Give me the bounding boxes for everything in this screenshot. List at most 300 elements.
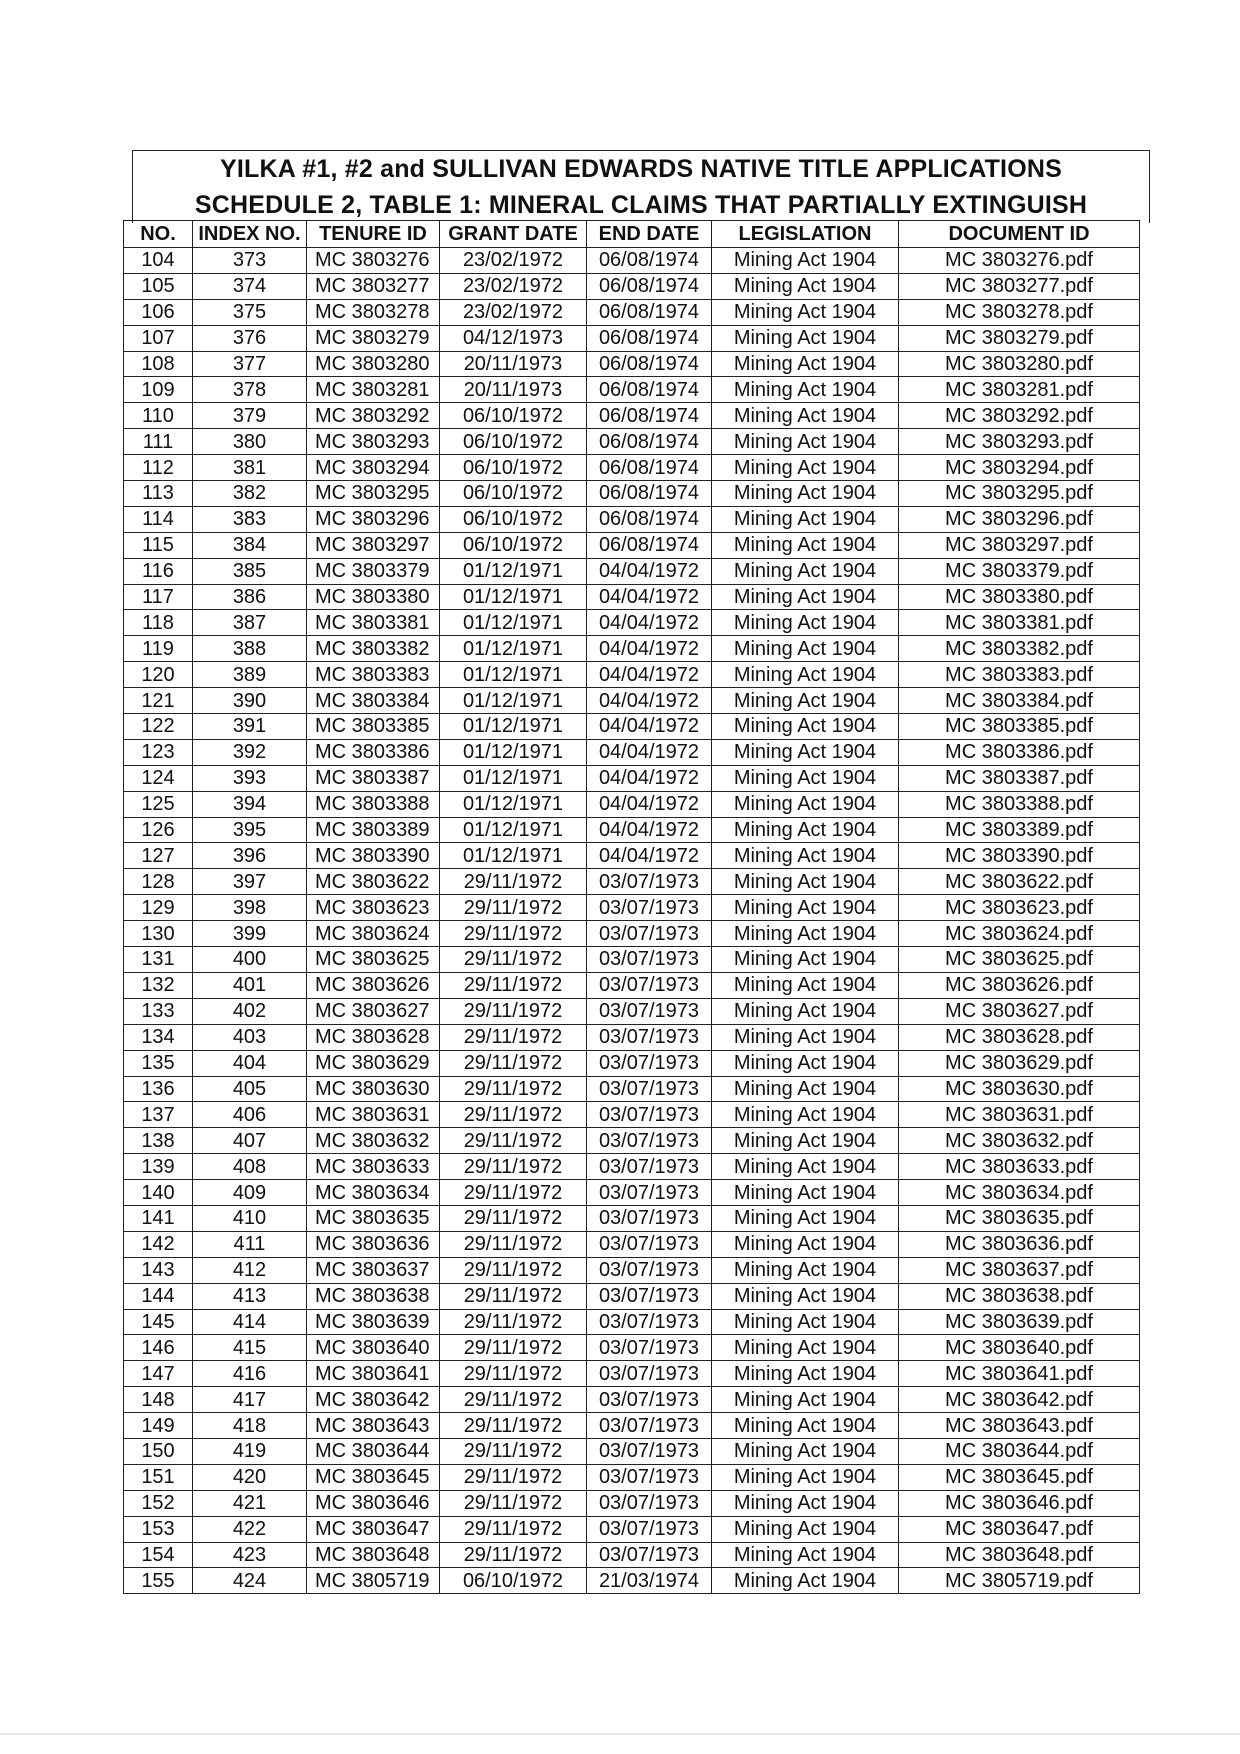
cell-document-id: MC 3803640.pdf bbox=[899, 1335, 1140, 1361]
cell-end-date: 03/07/1973 bbox=[587, 1205, 712, 1231]
cell-grant-date: 20/11/1973 bbox=[440, 351, 587, 377]
cell-end-date: 04/04/1972 bbox=[587, 791, 712, 817]
table-row bbox=[124, 248, 1140, 274]
cell-index-no: 393 bbox=[193, 765, 307, 791]
cell-legislation: Mining Act 1904 bbox=[712, 429, 899, 455]
table-row bbox=[124, 1490, 1140, 1516]
cell-legislation: Mining Act 1904 bbox=[712, 248, 899, 274]
cell-index-no: 408 bbox=[193, 1154, 307, 1180]
cell-document-id: MC 3803626.pdf bbox=[899, 972, 1140, 998]
cell-document-id: MC 3803637.pdf bbox=[899, 1257, 1140, 1283]
cell-index-no: 424 bbox=[193, 1568, 307, 1594]
cell-no: 104 bbox=[124, 248, 193, 274]
cell-tenure-id: MC 3803382 bbox=[307, 636, 440, 662]
cell-index-no: 404 bbox=[193, 1050, 307, 1076]
cell-document-id: MC 3803624.pdf bbox=[899, 921, 1140, 947]
cell-legislation: Mining Act 1904 bbox=[712, 1205, 899, 1231]
mineral-claims-table bbox=[123, 220, 1140, 1594]
cell-legislation: Mining Act 1904 bbox=[712, 739, 899, 765]
cell-end-date: 03/07/1973 bbox=[587, 1128, 712, 1154]
cell-index-no: 401 bbox=[193, 972, 307, 998]
column-header-legislation: LEGISLATION bbox=[712, 221, 899, 248]
table-row bbox=[124, 325, 1140, 351]
cell-index-no: 392 bbox=[193, 739, 307, 765]
cell-index-no: 400 bbox=[193, 947, 307, 973]
cell-no: 149 bbox=[124, 1413, 193, 1439]
cell-index-no: 406 bbox=[193, 1102, 307, 1128]
cell-document-id: MC 3803385.pdf bbox=[899, 714, 1140, 740]
cell-tenure-id: MC 3803633 bbox=[307, 1154, 440, 1180]
table-row bbox=[124, 273, 1140, 299]
cell-document-id: MC 3803630.pdf bbox=[899, 1076, 1140, 1102]
cell-document-id: MC 3803646.pdf bbox=[899, 1490, 1140, 1516]
cell-no: 113 bbox=[124, 481, 193, 507]
table-row bbox=[124, 1568, 1140, 1594]
cell-end-date: 04/04/1972 bbox=[587, 636, 712, 662]
table-row bbox=[124, 1516, 1140, 1542]
cell-tenure-id: MC 3803646 bbox=[307, 1490, 440, 1516]
cell-end-date: 03/07/1973 bbox=[587, 947, 712, 973]
cell-tenure-id: MC 3803379 bbox=[307, 558, 440, 584]
cell-tenure-id: MC 3803296 bbox=[307, 506, 440, 532]
cell-tenure-id: MC 3803389 bbox=[307, 817, 440, 843]
cell-legislation: Mining Act 1904 bbox=[712, 662, 899, 688]
cell-tenure-id: MC 3803384 bbox=[307, 688, 440, 714]
cell-index-no: 419 bbox=[193, 1438, 307, 1464]
table-header-row bbox=[124, 221, 1140, 248]
cell-legislation: Mining Act 1904 bbox=[712, 1050, 899, 1076]
cell-grant-date: 01/12/1971 bbox=[440, 558, 587, 584]
cell-document-id: MC 3803296.pdf bbox=[899, 506, 1140, 532]
cell-no: 122 bbox=[124, 714, 193, 740]
cell-document-id: MC 3803633.pdf bbox=[899, 1154, 1140, 1180]
cell-legislation: Mining Act 1904 bbox=[712, 972, 899, 998]
cell-end-date: 03/07/1973 bbox=[587, 1361, 712, 1387]
cell-no: 105 bbox=[124, 273, 193, 299]
cell-index-no: 385 bbox=[193, 558, 307, 584]
cell-index-no: 373 bbox=[193, 248, 307, 274]
cell-tenure-id: MC 3803624 bbox=[307, 921, 440, 947]
cell-document-id: MC 3803642.pdf bbox=[899, 1387, 1140, 1413]
table-row bbox=[124, 403, 1140, 429]
cell-document-id: MC 3803627.pdf bbox=[899, 998, 1140, 1024]
cell-grant-date: 29/11/1972 bbox=[440, 1413, 587, 1439]
cell-document-id: MC 3803295.pdf bbox=[899, 481, 1140, 507]
cell-grant-date: 29/11/1972 bbox=[440, 869, 587, 895]
cell-end-date: 04/04/1972 bbox=[587, 817, 712, 843]
cell-document-id: MC 3803622.pdf bbox=[899, 869, 1140, 895]
cell-end-date: 03/07/1973 bbox=[587, 1542, 712, 1568]
cell-grant-date: 29/11/1972 bbox=[440, 1335, 587, 1361]
cell-tenure-id: MC 3803630 bbox=[307, 1076, 440, 1102]
cell-legislation: Mining Act 1904 bbox=[712, 584, 899, 610]
cell-no: 111 bbox=[124, 429, 193, 455]
cell-grant-date: 29/11/1972 bbox=[440, 895, 587, 921]
cell-grant-date: 29/11/1972 bbox=[440, 1387, 587, 1413]
cell-index-no: 377 bbox=[193, 351, 307, 377]
cell-grant-date: 01/12/1971 bbox=[440, 791, 587, 817]
cell-legislation: Mining Act 1904 bbox=[712, 1102, 899, 1128]
cell-no: 143 bbox=[124, 1257, 193, 1283]
cell-end-date: 03/07/1973 bbox=[587, 1180, 712, 1206]
table-title-box bbox=[132, 150, 1150, 223]
cell-document-id: MC 3803380.pdf bbox=[899, 584, 1140, 610]
cell-document-id: MC 3803280.pdf bbox=[899, 351, 1140, 377]
cell-legislation: Mining Act 1904 bbox=[712, 325, 899, 351]
cell-no: 130 bbox=[124, 921, 193, 947]
cell-grant-date: 01/12/1971 bbox=[440, 765, 587, 791]
cell-index-no: 414 bbox=[193, 1309, 307, 1335]
table-body bbox=[124, 248, 1140, 1594]
cell-no: 151 bbox=[124, 1464, 193, 1490]
cell-tenure-id: MC 3803642 bbox=[307, 1387, 440, 1413]
cell-grant-date: 01/12/1971 bbox=[440, 662, 587, 688]
cell-document-id: MC 3803629.pdf bbox=[899, 1050, 1140, 1076]
cell-index-no: 394 bbox=[193, 791, 307, 817]
cell-tenure-id: MC 3803381 bbox=[307, 610, 440, 636]
cell-tenure-id: MC 3803386 bbox=[307, 739, 440, 765]
cell-legislation: Mining Act 1904 bbox=[712, 921, 899, 947]
cell-end-date: 06/08/1974 bbox=[587, 403, 712, 429]
table-row bbox=[124, 662, 1140, 688]
cell-grant-date: 29/11/1972 bbox=[440, 1361, 587, 1387]
cell-no: 114 bbox=[124, 506, 193, 532]
cell-end-date: 04/04/1972 bbox=[587, 610, 712, 636]
column-header-index-no: INDEX NO. bbox=[193, 221, 307, 248]
table-row bbox=[124, 481, 1140, 507]
cell-index-no: 405 bbox=[193, 1076, 307, 1102]
cell-document-id: MC 3803648.pdf bbox=[899, 1542, 1140, 1568]
table-row bbox=[124, 895, 1140, 921]
cell-tenure-id: MC 3803383 bbox=[307, 662, 440, 688]
cell-index-no: 391 bbox=[193, 714, 307, 740]
cell-index-no: 386 bbox=[193, 584, 307, 610]
cell-no: 107 bbox=[124, 325, 193, 351]
cell-grant-date: 29/11/1972 bbox=[440, 947, 587, 973]
cell-no: 147 bbox=[124, 1361, 193, 1387]
cell-document-id: MC 3803390.pdf bbox=[899, 843, 1140, 869]
cell-no: 155 bbox=[124, 1568, 193, 1594]
table-row bbox=[124, 869, 1140, 895]
cell-no: 124 bbox=[124, 765, 193, 791]
cell-grant-date: 01/12/1971 bbox=[440, 636, 587, 662]
cell-index-no: 421 bbox=[193, 1490, 307, 1516]
table-row bbox=[124, 1542, 1140, 1568]
table-row bbox=[124, 1231, 1140, 1257]
cell-no: 121 bbox=[124, 688, 193, 714]
cell-index-no: 396 bbox=[193, 843, 307, 869]
cell-index-no: 413 bbox=[193, 1283, 307, 1309]
cell-index-no: 420 bbox=[193, 1464, 307, 1490]
cell-no: 136 bbox=[124, 1076, 193, 1102]
table-row bbox=[124, 429, 1140, 455]
cell-grant-date: 06/10/1972 bbox=[440, 455, 587, 481]
cell-no: 137 bbox=[124, 1102, 193, 1128]
table-row bbox=[124, 1050, 1140, 1076]
cell-end-date: 03/07/1973 bbox=[587, 1490, 712, 1516]
title-line-1: YILKA #1, #2 and SULLIVAN EDWARDS NATIVE TITLE APPLICATIONS bbox=[220, 155, 1062, 183]
table-row bbox=[124, 843, 1140, 869]
cell-legislation: Mining Act 1904 bbox=[712, 843, 899, 869]
cell-tenure-id: MC 3803648 bbox=[307, 1542, 440, 1568]
cell-legislation: Mining Act 1904 bbox=[712, 299, 899, 325]
table-row bbox=[124, 791, 1140, 817]
cell-tenure-id: MC 3803645 bbox=[307, 1464, 440, 1490]
cell-no: 120 bbox=[124, 662, 193, 688]
cell-tenure-id: MC 3803643 bbox=[307, 1413, 440, 1439]
cell-index-no: 416 bbox=[193, 1361, 307, 1387]
cell-tenure-id: MC 3803281 bbox=[307, 377, 440, 403]
cell-end-date: 03/07/1973 bbox=[587, 972, 712, 998]
cell-end-date: 03/07/1973 bbox=[587, 1024, 712, 1050]
cell-end-date: 03/07/1973 bbox=[587, 1076, 712, 1102]
table-row bbox=[124, 1180, 1140, 1206]
cell-end-date: 21/03/1974 bbox=[587, 1568, 712, 1594]
cell-tenure-id: MC 3803627 bbox=[307, 998, 440, 1024]
cell-grant-date: 29/11/1972 bbox=[440, 1154, 587, 1180]
cell-end-date: 06/08/1974 bbox=[587, 377, 712, 403]
cell-grant-date: 29/11/1972 bbox=[440, 1516, 587, 1542]
cell-end-date: 03/07/1973 bbox=[587, 921, 712, 947]
cell-end-date: 03/07/1973 bbox=[587, 1387, 712, 1413]
cell-tenure-id: MC 3803636 bbox=[307, 1231, 440, 1257]
cell-end-date: 04/04/1972 bbox=[587, 765, 712, 791]
cell-end-date: 06/08/1974 bbox=[587, 532, 712, 558]
cell-end-date: 06/08/1974 bbox=[587, 455, 712, 481]
cell-end-date: 04/04/1972 bbox=[587, 558, 712, 584]
cell-document-id: MC 3803645.pdf bbox=[899, 1464, 1140, 1490]
cell-grant-date: 29/11/1972 bbox=[440, 998, 587, 1024]
cell-end-date: 03/07/1973 bbox=[587, 1516, 712, 1542]
cell-legislation: Mining Act 1904 bbox=[712, 377, 899, 403]
cell-document-id: MC 3803634.pdf bbox=[899, 1180, 1140, 1206]
table-row bbox=[124, 455, 1140, 481]
cell-no: 142 bbox=[124, 1231, 193, 1257]
cell-no: 144 bbox=[124, 1283, 193, 1309]
cell-no: 125 bbox=[124, 791, 193, 817]
cell-end-date: 04/04/1972 bbox=[587, 739, 712, 765]
cell-legislation: Mining Act 1904 bbox=[712, 688, 899, 714]
cell-end-date: 06/08/1974 bbox=[587, 273, 712, 299]
cell-tenure-id: MC 3803380 bbox=[307, 584, 440, 610]
cell-tenure-id: MC 3805719 bbox=[307, 1568, 440, 1594]
cell-index-no: 382 bbox=[193, 481, 307, 507]
cell-no: 145 bbox=[124, 1309, 193, 1335]
cell-grant-date: 01/12/1971 bbox=[440, 584, 587, 610]
cell-document-id: MC 3803387.pdf bbox=[899, 765, 1140, 791]
table-row bbox=[124, 1102, 1140, 1128]
cell-legislation: Mining Act 1904 bbox=[712, 1076, 899, 1102]
cell-legislation: Mining Act 1904 bbox=[712, 1335, 899, 1361]
cell-no: 134 bbox=[124, 1024, 193, 1050]
cell-document-id: MC 3803641.pdf bbox=[899, 1361, 1140, 1387]
table-row bbox=[124, 947, 1140, 973]
cell-document-id: MC 3803379.pdf bbox=[899, 558, 1140, 584]
cell-grant-date: 06/10/1972 bbox=[440, 403, 587, 429]
table-row bbox=[124, 558, 1140, 584]
cell-legislation: Mining Act 1904 bbox=[712, 1154, 899, 1180]
cell-index-no: 411 bbox=[193, 1231, 307, 1257]
cell-document-id: MC 3803638.pdf bbox=[899, 1283, 1140, 1309]
cell-legislation: Mining Act 1904 bbox=[712, 403, 899, 429]
cell-no: 117 bbox=[124, 584, 193, 610]
cell-tenure-id: MC 3803634 bbox=[307, 1180, 440, 1206]
title-line-2: SCHEDULE 2, TABLE 1: MINERAL CLAIMS THAT PARTIALLY EXTINGUISH bbox=[194, 191, 1088, 219]
cell-grant-date: 29/11/1972 bbox=[440, 1076, 587, 1102]
cell-document-id: MC 3803382.pdf bbox=[899, 636, 1140, 662]
cell-grant-date: 01/12/1971 bbox=[440, 714, 587, 740]
table-row bbox=[124, 739, 1140, 765]
cell-no: 116 bbox=[124, 558, 193, 584]
cell-legislation: Mining Act 1904 bbox=[712, 1361, 899, 1387]
cell-tenure-id: MC 3803623 bbox=[307, 895, 440, 921]
cell-end-date: 03/07/1973 bbox=[587, 1309, 712, 1335]
cell-index-no: 395 bbox=[193, 817, 307, 843]
cell-legislation: Mining Act 1904 bbox=[712, 1413, 899, 1439]
cell-index-no: 384 bbox=[193, 532, 307, 558]
cell-index-no: 388 bbox=[193, 636, 307, 662]
cell-end-date: 03/07/1973 bbox=[587, 1154, 712, 1180]
cell-index-no: 407 bbox=[193, 1128, 307, 1154]
cell-legislation: Mining Act 1904 bbox=[712, 791, 899, 817]
column-header-grant-date: GRANT DATE bbox=[440, 221, 587, 248]
cell-index-no: 381 bbox=[193, 455, 307, 481]
cell-tenure-id: MC 3803640 bbox=[307, 1335, 440, 1361]
cell-end-date: 03/07/1973 bbox=[587, 1283, 712, 1309]
cell-end-date: 03/07/1973 bbox=[587, 1050, 712, 1076]
cell-document-id: MC 3803278.pdf bbox=[899, 299, 1140, 325]
cell-legislation: Mining Act 1904 bbox=[712, 1128, 899, 1154]
cell-grant-date: 29/11/1972 bbox=[440, 1257, 587, 1283]
cell-tenure-id: MC 3803638 bbox=[307, 1283, 440, 1309]
cell-document-id: MC 3803639.pdf bbox=[899, 1309, 1140, 1335]
cell-legislation: Mining Act 1904 bbox=[712, 1438, 899, 1464]
cell-index-no: 387 bbox=[193, 610, 307, 636]
cell-grant-date: 04/12/1973 bbox=[440, 325, 587, 351]
cell-document-id: MC 3803384.pdf bbox=[899, 688, 1140, 714]
cell-grant-date: 29/11/1972 bbox=[440, 921, 587, 947]
table-row bbox=[124, 532, 1140, 558]
cell-tenure-id: MC 3803388 bbox=[307, 791, 440, 817]
cell-no: 150 bbox=[124, 1438, 193, 1464]
cell-document-id: MC 3803628.pdf bbox=[899, 1024, 1140, 1050]
table-row bbox=[124, 972, 1140, 998]
cell-legislation: Mining Act 1904 bbox=[712, 1231, 899, 1257]
cell-index-no: 383 bbox=[193, 506, 307, 532]
cell-no: 110 bbox=[124, 403, 193, 429]
table-row bbox=[124, 1257, 1140, 1283]
cell-end-date: 06/08/1974 bbox=[587, 429, 712, 455]
cell-document-id: MC 3803632.pdf bbox=[899, 1128, 1140, 1154]
cell-no: 129 bbox=[124, 895, 193, 921]
table-row bbox=[124, 1205, 1140, 1231]
cell-grant-date: 06/10/1972 bbox=[440, 506, 587, 532]
cell-end-date: 04/04/1972 bbox=[587, 843, 712, 869]
cell-no: 135 bbox=[124, 1050, 193, 1076]
cell-document-id: MC 3803635.pdf bbox=[899, 1205, 1140, 1231]
cell-no: 119 bbox=[124, 636, 193, 662]
cell-grant-date: 29/11/1972 bbox=[440, 1283, 587, 1309]
cell-grant-date: 01/12/1971 bbox=[440, 817, 587, 843]
cell-legislation: Mining Act 1904 bbox=[712, 481, 899, 507]
cell-no: 132 bbox=[124, 972, 193, 998]
cell-end-date: 03/07/1973 bbox=[587, 1257, 712, 1283]
cell-legislation: Mining Act 1904 bbox=[712, 1257, 899, 1283]
cell-no: 108 bbox=[124, 351, 193, 377]
table-row bbox=[124, 1283, 1140, 1309]
cell-document-id: MC 3803281.pdf bbox=[899, 377, 1140, 403]
cell-grant-date: 29/11/1972 bbox=[440, 1438, 587, 1464]
cell-grant-date: 29/11/1972 bbox=[440, 1128, 587, 1154]
column-header-no: NO. bbox=[124, 221, 193, 248]
table-row bbox=[124, 610, 1140, 636]
cell-grant-date: 29/11/1972 bbox=[440, 1309, 587, 1335]
cell-no: 139 bbox=[124, 1154, 193, 1180]
cell-no: 154 bbox=[124, 1542, 193, 1568]
cell-legislation: Mining Act 1904 bbox=[712, 765, 899, 791]
cell-document-id: MC 3803625.pdf bbox=[899, 947, 1140, 973]
table-row bbox=[124, 1076, 1140, 1102]
cell-document-id: MC 3803297.pdf bbox=[899, 532, 1140, 558]
cell-index-no: 380 bbox=[193, 429, 307, 455]
cell-grant-date: 29/11/1972 bbox=[440, 1050, 587, 1076]
cell-index-no: 410 bbox=[193, 1205, 307, 1231]
table-row bbox=[124, 817, 1140, 843]
cell-index-no: 409 bbox=[193, 1180, 307, 1206]
cell-tenure-id: MC 3803637 bbox=[307, 1257, 440, 1283]
cell-tenure-id: MC 3803293 bbox=[307, 429, 440, 455]
cell-no: 127 bbox=[124, 843, 193, 869]
cell-no: 118 bbox=[124, 610, 193, 636]
table-row bbox=[124, 714, 1140, 740]
cell-grant-date: 29/11/1972 bbox=[440, 972, 587, 998]
cell-grant-date: 06/10/1972 bbox=[440, 429, 587, 455]
cell-tenure-id: MC 3803292 bbox=[307, 403, 440, 429]
cell-no: 109 bbox=[124, 377, 193, 403]
table-row bbox=[124, 1154, 1140, 1180]
cell-tenure-id: MC 3803647 bbox=[307, 1516, 440, 1542]
cell-legislation: Mining Act 1904 bbox=[712, 558, 899, 584]
cell-no: 131 bbox=[124, 947, 193, 973]
cell-tenure-id: MC 3803639 bbox=[307, 1309, 440, 1335]
cell-document-id: MC 3803644.pdf bbox=[899, 1438, 1140, 1464]
table-row bbox=[124, 1361, 1140, 1387]
cell-legislation: Mining Act 1904 bbox=[712, 1464, 899, 1490]
cell-end-date: 03/07/1973 bbox=[587, 1231, 712, 1257]
cell-legislation: Mining Act 1904 bbox=[712, 998, 899, 1024]
table-row bbox=[124, 765, 1140, 791]
column-header-document-id: DOCUMENT ID bbox=[899, 221, 1140, 248]
cell-document-id: MC 3803293.pdf bbox=[899, 429, 1140, 455]
cell-index-no: 389 bbox=[193, 662, 307, 688]
table-row bbox=[124, 1413, 1140, 1439]
cell-end-date: 06/08/1974 bbox=[587, 481, 712, 507]
cell-grant-date: 06/10/1972 bbox=[440, 481, 587, 507]
cell-legislation: Mining Act 1904 bbox=[712, 1283, 899, 1309]
cell-legislation: Mining Act 1904 bbox=[712, 1516, 899, 1542]
table-row bbox=[124, 998, 1140, 1024]
cell-end-date: 03/07/1973 bbox=[587, 869, 712, 895]
cell-document-id: MC 3803276.pdf bbox=[899, 248, 1140, 274]
cell-grant-date: 29/11/1972 bbox=[440, 1542, 587, 1568]
scan-edge-line bbox=[0, 1733, 1240, 1735]
cell-legislation: Mining Act 1904 bbox=[712, 1568, 899, 1594]
cell-no: 106 bbox=[124, 299, 193, 325]
table-row bbox=[124, 1309, 1140, 1335]
cell-legislation: Mining Act 1904 bbox=[712, 1490, 899, 1516]
cell-index-no: 423 bbox=[193, 1542, 307, 1568]
cell-grant-date: 23/02/1972 bbox=[440, 299, 587, 325]
